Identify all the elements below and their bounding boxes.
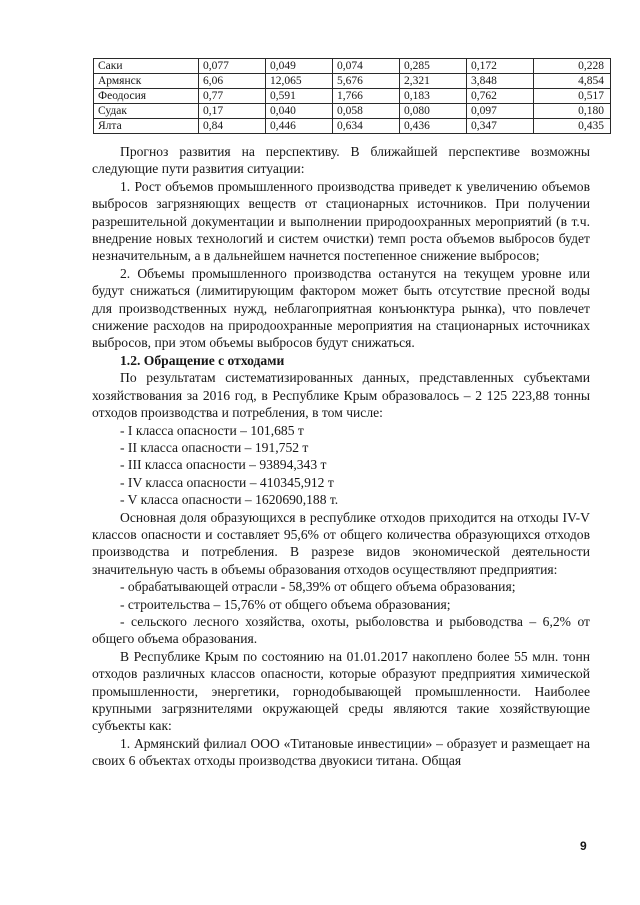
table-cell: 0,17 bbox=[199, 104, 266, 119]
table-cell: 4,854 bbox=[534, 74, 611, 89]
table-cell: 0,77 bbox=[199, 89, 266, 104]
table-cell-city: Армянск bbox=[94, 74, 199, 89]
table-cell-city: Феодосия bbox=[94, 89, 199, 104]
paragraph-armyansk: 1. Армянский филиал ООО «Титановые инвестиции» – образует и размещает на своих 6 объектах отходы производства двуокиси титана. Общая bbox=[92, 735, 590, 769]
table-cell: 0,172 bbox=[467, 59, 534, 74]
list-item-hazard-class: - II класса опасности – 191,752 т bbox=[120, 439, 309, 455]
paragraph-accumulated: В Республике Крым по состоянию на 01.01.2017 накоплено более 55 млн. тонн отходов различных классов опасности, которые образуют предприятия химической промышленности, энергетики, горнодобывающей промышленности. Наиболее крупными загрязнителями окружающей среды являются такие хозяйствующие субъекты как: bbox=[92, 648, 590, 734]
table-row bbox=[94, 74, 611, 89]
paragraph-forecast: Прогноз развития на перспективу. В ближайшей перспективе возможны следующие пути развития ситуации: bbox=[92, 144, 590, 177]
table-cell: 0,285 bbox=[400, 59, 467, 74]
table-cell-city: Ялта bbox=[94, 119, 199, 134]
table-cell: 0,436 bbox=[400, 119, 467, 134]
table-cell: 0,058 bbox=[333, 104, 400, 119]
table-cell: 1,766 bbox=[333, 89, 400, 104]
table-cell: 0,049 bbox=[266, 59, 333, 74]
table-cell: 0,074 bbox=[333, 59, 400, 74]
table-cell-city: Судак bbox=[94, 104, 199, 119]
table-cell: 3,848 bbox=[467, 74, 534, 89]
table-cell: 0,228 bbox=[534, 59, 611, 74]
table-cell: 5,676 bbox=[333, 74, 400, 89]
paragraph-item-2: 2. Объемы промышленного производства останутся на текущем уровне или будут снижаться (лимитирующим фактором может быть отсутствие пресной воды для производственных нужд, неблагоприятная конъюнктура рынка), что повлечет снижение расходов на природоохранные мероприятия на стационарных источниках выбросов, при этом объемы выбросов будут снижаться. bbox=[92, 265, 590, 351]
paragraph-waste-intro: По результатам систематизированных данных, представленных субъектами хозяйствования за 2016 год, в Республике Крым образовалось – 2 125 223,88 тонны отходов производства и потребления, в том числе: bbox=[92, 370, 590, 421]
page-number: 9 bbox=[580, 839, 587, 853]
table-row bbox=[94, 59, 611, 74]
table-cell: 0,180 bbox=[534, 104, 611, 119]
table-cell: 0,435 bbox=[534, 119, 611, 134]
table-cell: 0,84 bbox=[199, 119, 266, 134]
table-row bbox=[94, 119, 611, 134]
list-item-hazard-class: - III класса опасности – 93894,343 т bbox=[120, 457, 327, 473]
table-cell: 2,321 bbox=[400, 74, 467, 89]
list-item-sector: - обрабатывающей отрасли - 58,39% от общего объема образования; bbox=[120, 579, 516, 595]
table-cell: 12,065 bbox=[266, 74, 333, 89]
emissions-table bbox=[93, 58, 611, 134]
table-cell: 0,097 bbox=[467, 104, 534, 119]
table-cell: 0,077 bbox=[199, 59, 266, 74]
table-cell: 0,040 bbox=[266, 104, 333, 119]
table-cell: 0,591 bbox=[266, 89, 333, 104]
paragraph-item-1: 1. Рост объемов промышленного производства приведет к увеличению объемов выбросов загрязняющих веществ от стационарных источников. При получении разрешительной документации и выполнении природоохранных мероприятий (в т.ч. внедрение новых технологий и систем очистки) темп роста объемов выбросов будет незначительным, а в дальнейшем начнется постепенное снижение выбросов; bbox=[92, 178, 590, 264]
document-body bbox=[92, 143, 590, 770]
table-cell: 0,446 bbox=[266, 119, 333, 134]
section-heading: 1.2. Обращение с отходами bbox=[120, 352, 285, 368]
list-item-sector-agriculture: - сельского лесного хозяйства, охоты, рыболовства и рыбоводства – 6,2% от общего объема образования. bbox=[92, 613, 590, 647]
table-cell: 0,347 bbox=[467, 119, 534, 134]
table-cell-city: Саки bbox=[94, 59, 199, 74]
table-cell: 0,634 bbox=[333, 119, 400, 134]
table-cell: 0,183 bbox=[400, 89, 467, 104]
table-row bbox=[94, 104, 611, 119]
list-item-hazard-class: - IV класса опасности – 410345,912 т bbox=[120, 474, 334, 490]
list-item-hazard-class: - I класса опасности – 101,685 т bbox=[120, 422, 304, 438]
paragraph-main-share: Основная доля образующихся в республике отходов приходится на отходы IV-V классов опасности и составляет 95,6% от общего количества образующихся отходов производства и потребления. В разрезе видов экономической деятельности значительную часть в объемы образования отходов осуществляют предприятия: bbox=[92, 509, 590, 577]
list-item-sector: - строительства – 15,76% от общего объема образования; bbox=[120, 596, 451, 612]
table-row bbox=[94, 89, 611, 104]
table-cell: 0,517 bbox=[534, 89, 611, 104]
list-item-hazard-class: - V класса опасности – 1620690,188 т. bbox=[120, 492, 339, 508]
table-cell: 0,762 bbox=[467, 89, 534, 104]
table-cell: 0,080 bbox=[400, 104, 467, 119]
table-cell: 6,06 bbox=[199, 74, 266, 89]
